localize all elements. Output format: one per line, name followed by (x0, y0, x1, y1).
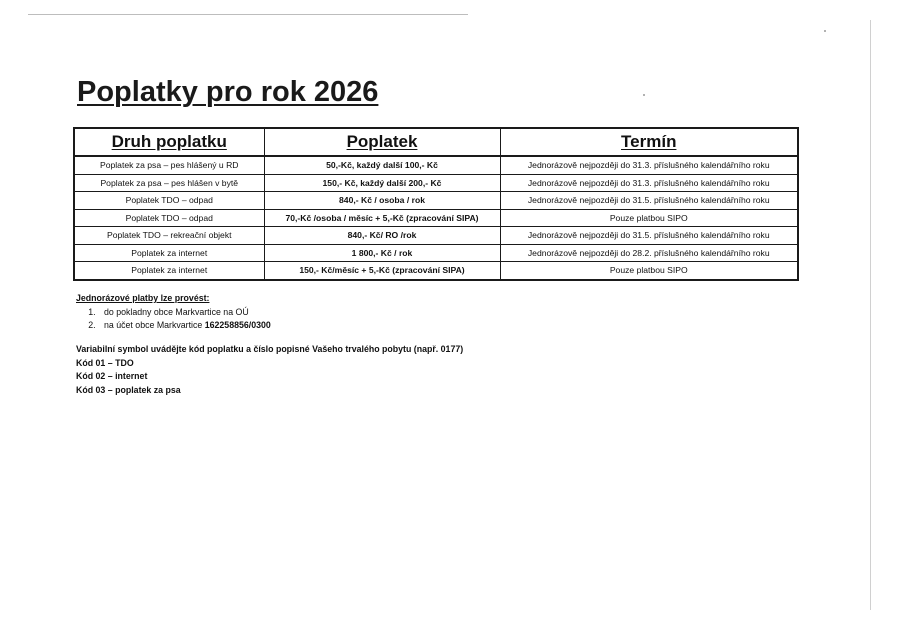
table-row (74, 262, 798, 280)
fee-deadline-cell: Jednorázově nejpozději do 28.2. příslušného kalendářního roku (500, 244, 798, 262)
page-title: Poplatky pro rok 2026 (77, 76, 379, 108)
table-row (74, 227, 798, 245)
variable-symbol-section (76, 343, 463, 397)
fee-deadline-cell: Pouze platbou SIPO (500, 209, 798, 227)
table-row (74, 209, 798, 227)
fee-deadline-cell: Jednorázově nejpozději do 31.5. příslušného kalendářního roku (500, 227, 798, 245)
fee-amount-cell: 50,-Kč, každý další 100,- Kč (264, 156, 500, 174)
code-tdo: Kód 01 – TDO (76, 357, 134, 368)
list-item (98, 306, 271, 319)
payment-notes (76, 292, 271, 332)
code-internet: Kód 02 – internet (76, 371, 148, 382)
fee-amount-cell: 840,- Kč/ RO /rok (264, 227, 500, 245)
scan-speck (643, 94, 645, 96)
fee-amount-cell: 150,- Kč/měsíc + 5,-Kč (zpracování SIPA) (264, 262, 500, 280)
fee-deadline-cell: Jednorázově nejpozději do 31.3. příslušného kalendářního roku (500, 174, 798, 192)
fee-deadline-cell: Pouze platbou SIPO (500, 262, 798, 280)
column-header-type: Druh poplatku (74, 128, 264, 156)
fee-type-cell: Poplatek za psa – pes hlášen v bytě (74, 174, 264, 192)
fee-amount-cell: 70,-Kč /osoba / měsíc + 5,-Kč (zpracování SIPA) (264, 209, 500, 227)
table-header-row (74, 128, 798, 156)
payment-method-account: na účet obce Markvartice (104, 320, 203, 330)
fee-type-cell: Poplatek TDO – odpad (74, 192, 264, 210)
fee-amount-cell: 150,- Kč, každý další 200,- Kč (264, 174, 500, 192)
fee-deadline-cell: Jednorázově nejpozději do 31.5. příslušného kalendářního roku (500, 192, 798, 210)
column-header-deadline: Termín (500, 128, 798, 156)
fees-table (73, 127, 799, 281)
fee-amount-cell: 1 800,- Kč / rok (264, 244, 500, 262)
fee-amount-cell: 840,- Kč / osoba / rok (264, 192, 500, 210)
list-item (98, 319, 271, 332)
table-row (74, 174, 798, 192)
fee-deadline-cell: Jednorázově nejpozději do 31.3. příslušného kalendářního roku (500, 156, 798, 174)
payment-heading: Jednorázové platby lze provést: (76, 293, 210, 303)
table-row (74, 192, 798, 210)
scan-speck (824, 30, 826, 32)
bank-account-number: 162258856/0300 (204, 320, 271, 330)
fee-type-cell: Poplatek TDO – rekreační objekt (74, 227, 264, 245)
variable-symbol-instruction: Variabilní symbol uvádějte kód poplatku a číslo popisné Vašeho trvalého pobytu (např. 0177) (76, 344, 464, 354)
code-dog-fee: Kód 03 – poplatek za psa (76, 384, 181, 395)
fee-type-cell: Poplatek za psa – pes hlášený u RD (74, 156, 264, 174)
table-row (74, 156, 798, 174)
payment-method-cash: do pokladny obce Markvartice na OÚ (104, 307, 249, 317)
table-row (74, 244, 798, 262)
scan-edge-line (870, 20, 871, 610)
fee-type-cell: Poplatek za internet (74, 244, 264, 262)
scan-edge-line (28, 14, 468, 15)
fee-type-cell: Poplatek za internet (74, 262, 264, 280)
column-header-fee: Poplatek (264, 128, 500, 156)
fee-type-cell: Poplatek TDO – odpad (74, 209, 264, 227)
payment-methods-list (98, 306, 271, 332)
